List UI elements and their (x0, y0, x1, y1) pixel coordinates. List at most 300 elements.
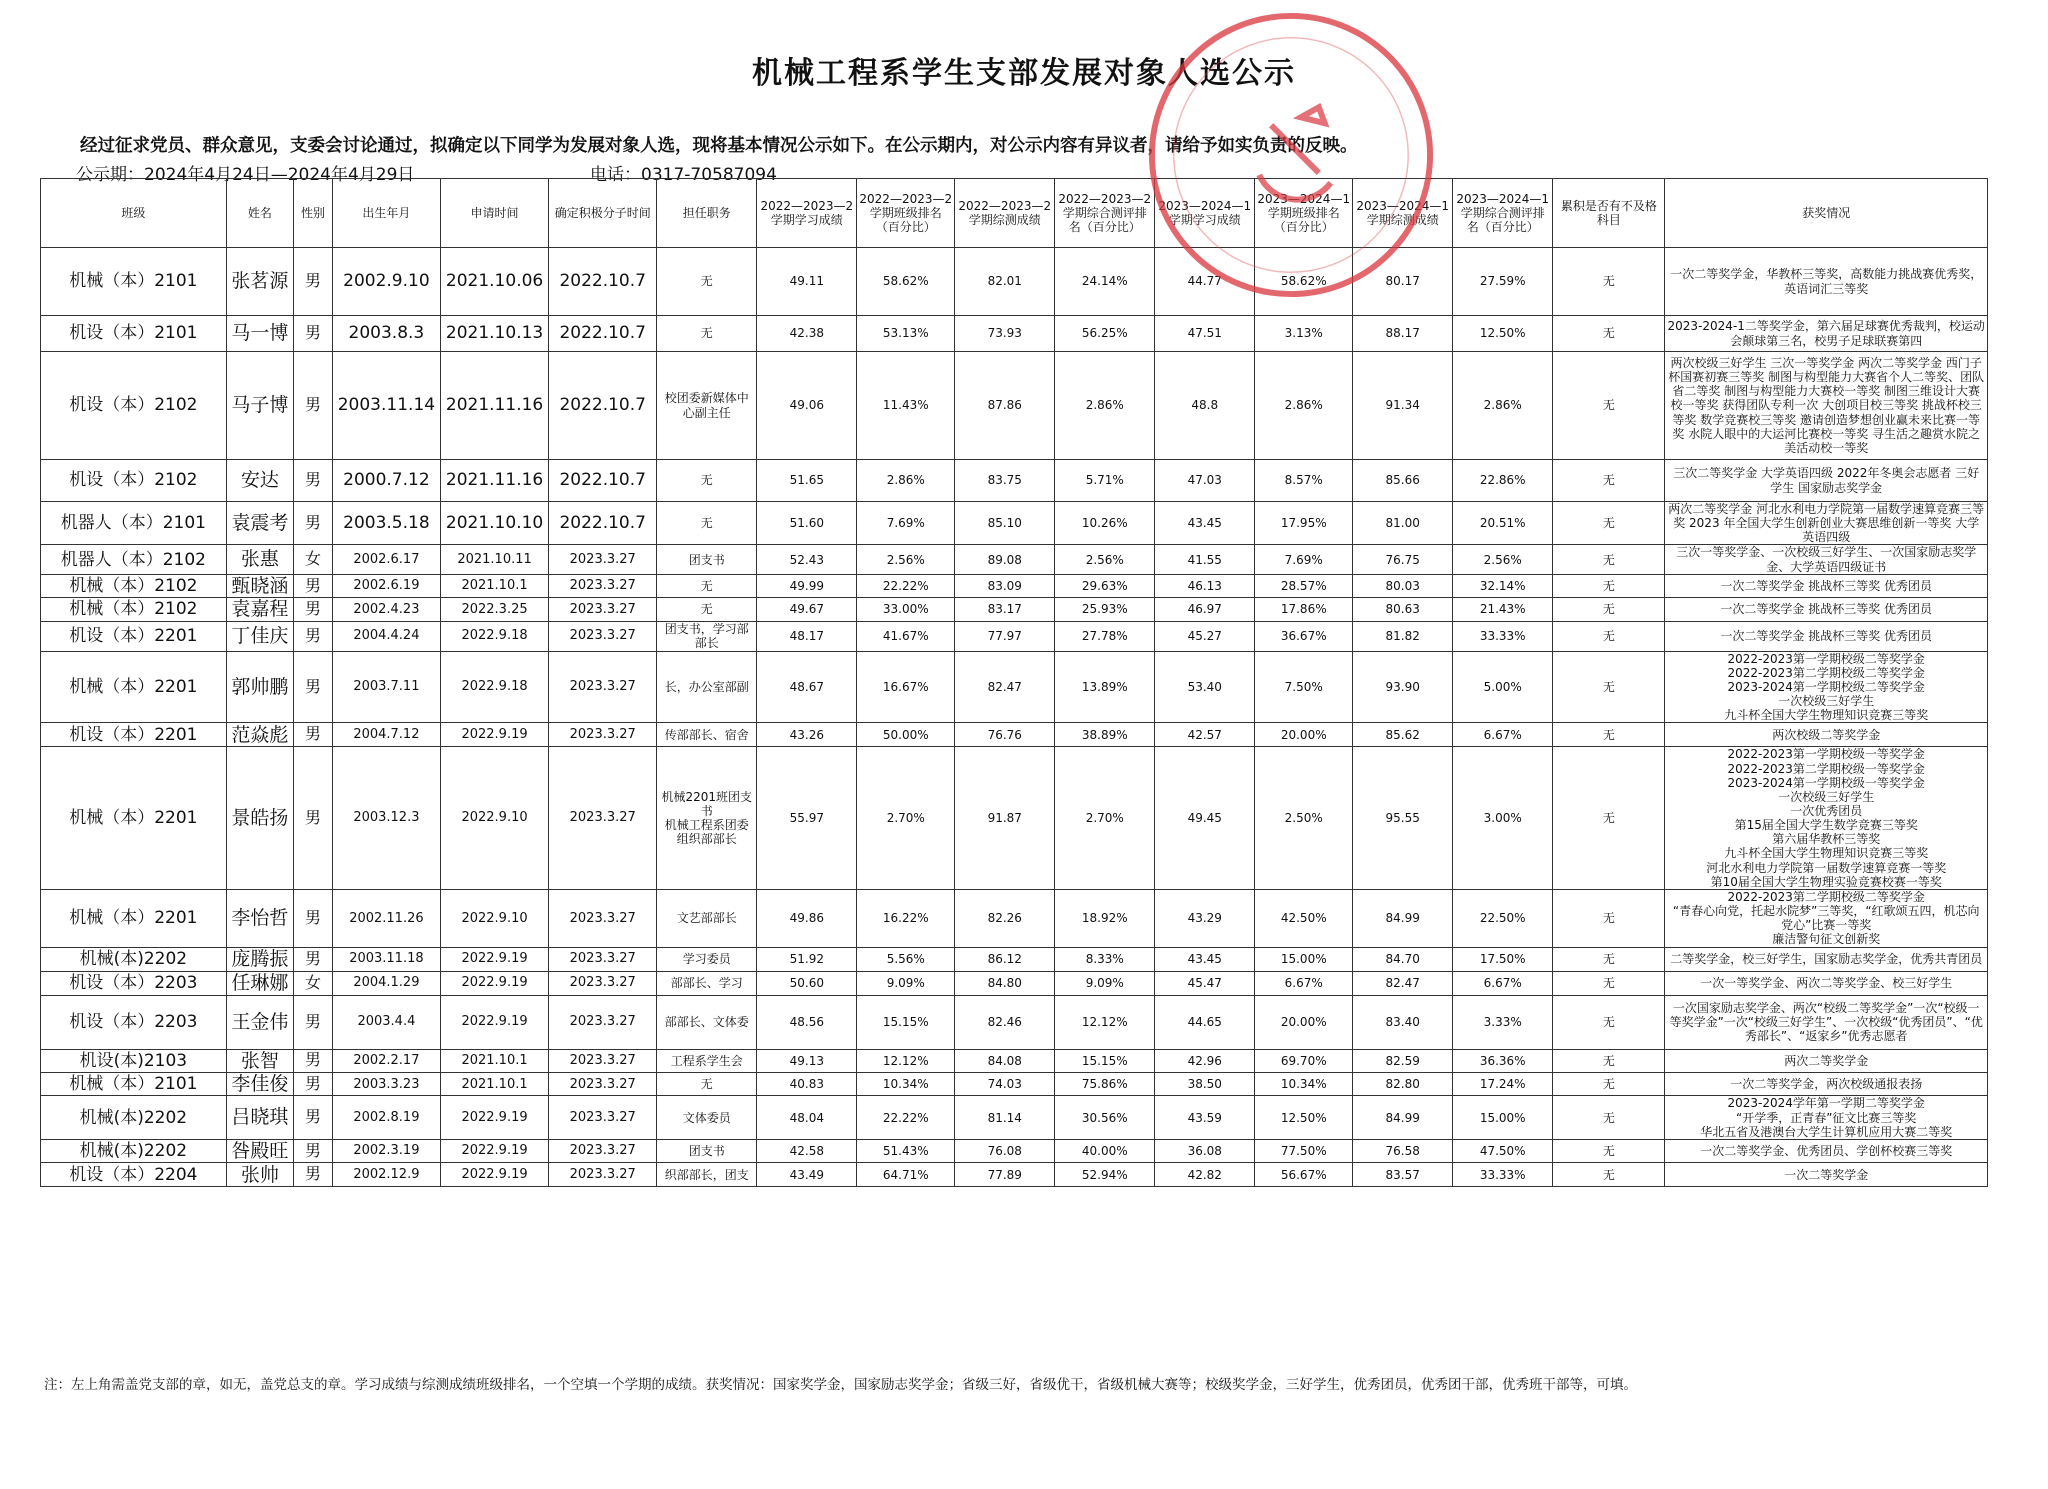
cell-study-score-2: 45.27 (1155, 621, 1255, 651)
cell-gender: 男 (294, 995, 333, 1049)
cell-apply-date: 2021.10.11 (440, 545, 548, 574)
cell-eval-rank-2: 3.00% (1453, 747, 1553, 890)
cell-eval-rank-2: 12.50% (1453, 316, 1553, 352)
cell-eval-rank-1: 25.93% (1055, 598, 1155, 621)
table-row (41, 502, 1988, 545)
cell-position: 团支书，学习部部长 (657, 621, 757, 651)
cell-class-rank-2: 6.67% (1255, 971, 1353, 995)
table-row (41, 352, 1988, 460)
cell-name: 张茗源 (226, 248, 293, 316)
cell-eval-rank-2: 17.24% (1453, 1072, 1553, 1095)
cell-class-rank-2: 8.57% (1255, 460, 1353, 502)
cell-gender: 男 (294, 1163, 333, 1187)
cell-failed-courses: 无 (1553, 889, 1665, 947)
cell-eval-score-2: 95.55 (1353, 747, 1453, 890)
cell-gender: 男 (294, 723, 333, 747)
cell-eval-rank-2: 6.67% (1453, 971, 1553, 995)
cell-awards: 2023-2024-1二等奖学金，第六届足球赛优秀裁判，校运动会颠球第三名，校男子足球联赛第四 (1665, 316, 1988, 352)
cell-eval-rank-1: 52.94% (1055, 1163, 1155, 1187)
cell-birth: 2004.4.24 (332, 621, 440, 651)
cell-position: 机械2201班团支书 机械工程系团委组织部部长 (657, 747, 757, 890)
cell-eval-score-2: 76.75 (1353, 545, 1453, 574)
cell-study-score-1: 51.65 (757, 460, 857, 502)
cell-eval-score-2: 81.82 (1353, 621, 1453, 651)
cell-apply-date: 2022.9.19 (440, 971, 548, 995)
cell-awards: 一次二等奖学金 挑战杯三等奖 优秀团员 (1665, 574, 1988, 597)
cell-class-rank-1: 12.12% (857, 1049, 955, 1072)
cell-position: 无 (657, 248, 757, 316)
cell-class: 机械（本）2201 (41, 651, 227, 723)
cell-apply-date: 2021.10.10 (440, 502, 548, 545)
cell-eval-score-2: 88.17 (1353, 316, 1453, 352)
cell-position: 无 (657, 598, 757, 621)
cell-activist-date: 2022.10.7 (549, 502, 657, 545)
cell-eval-score-1: 81.14 (955, 1096, 1055, 1139)
cell-study-score-1: 43.49 (757, 1163, 857, 1187)
cell-activist-date: 2023.3.27 (549, 947, 657, 971)
cell-eval-score-2: 85.62 (1353, 723, 1453, 747)
cell-position: 无 (657, 574, 757, 597)
cell-eval-score-2: 82.59 (1353, 1049, 1453, 1072)
cell-eval-score-2: 84.99 (1353, 1096, 1453, 1139)
contact-phone: 电话：0317-70587094 (590, 165, 777, 185)
cell-gender: 男 (294, 352, 333, 460)
cell-class: 机设（本）2102 (41, 352, 227, 460)
cell-study-score-1: 42.58 (757, 1139, 857, 1162)
cell-name: 马一博 (226, 316, 293, 352)
cell-birth: 2003.11.14 (332, 352, 440, 460)
table-row (41, 651, 1988, 723)
cell-gender: 男 (294, 747, 333, 890)
cell-apply-date: 2022.9.10 (440, 889, 548, 947)
cell-class-rank-1: 41.67% (857, 621, 955, 651)
cell-class-rank-2: 7.50% (1255, 651, 1353, 723)
cell-study-score-1: 49.86 (757, 889, 857, 947)
cell-name: 袁震考 (226, 502, 293, 545)
header-eval-rank-2: 2023—2024—1学期综合测评排名（百分比） (1453, 179, 1553, 248)
cell-class-rank-1: 16.22% (857, 889, 955, 947)
cell-failed-courses: 无 (1553, 598, 1665, 621)
cell-activist-date: 2023.3.27 (549, 971, 657, 995)
header-name: 姓名 (226, 179, 293, 248)
cell-activist-date: 2023.3.27 (549, 598, 657, 621)
cell-gender: 男 (294, 574, 333, 597)
cell-study-score-1: 48.56 (757, 995, 857, 1049)
cell-eval-score-1: 82.01 (955, 248, 1055, 316)
cell-eval-rank-2: 22.50% (1453, 889, 1553, 947)
cell-eval-score-1: 83.09 (955, 574, 1055, 597)
cell-activist-date: 2023.3.27 (549, 1072, 657, 1095)
cell-awards: 两次二等奖学金 河北水利电力学院第一届数学速算竞赛三等奖 2023 年全国大学生创新创业大赛思维创新一等奖 大学英语四级 (1665, 502, 1988, 545)
cell-birth: 2003.5.18 (332, 502, 440, 545)
cell-eval-rank-1: 2.86% (1055, 352, 1155, 460)
cell-class: 机械（本）2102 (41, 574, 227, 597)
cell-eval-score-2: 93.90 (1353, 651, 1453, 723)
cell-class-rank-2: 20.00% (1255, 723, 1353, 747)
table-row (41, 574, 1988, 597)
cell-failed-courses: 无 (1553, 723, 1665, 747)
cell-eval-rank-1: 13.89% (1055, 651, 1155, 723)
cell-study-score-1: 40.83 (757, 1072, 857, 1095)
cell-eval-score-2: 80.63 (1353, 598, 1453, 621)
cell-eval-score-1: 77.89 (955, 1163, 1055, 1187)
cell-class-rank-1: 22.22% (857, 574, 955, 597)
cell-birth: 2003.4.4 (332, 995, 440, 1049)
cell-apply-date: 2021.10.1 (440, 1072, 548, 1095)
cell-birth: 2002.9.10 (332, 248, 440, 316)
cell-position: 文体委员 (657, 1096, 757, 1139)
cell-study-score-1: 49.06 (757, 352, 857, 460)
cell-class-rank-1: 22.22% (857, 1096, 955, 1139)
cell-class-rank-1: 7.69% (857, 502, 955, 545)
cell-apply-date: 2022.9.19 (440, 947, 548, 971)
cell-class-rank-1: 53.13% (857, 316, 955, 352)
cell-class: 机械（本）2101 (41, 248, 227, 316)
cell-failed-courses: 无 (1553, 1096, 1665, 1139)
cell-name: 张惠 (226, 545, 293, 574)
cell-position: 工程系学生会 (657, 1049, 757, 1072)
cell-awards: 一次二等奖学金 挑战杯三等奖 优秀团员 (1665, 621, 1988, 651)
table-row (41, 1072, 1988, 1095)
table-row (41, 460, 1988, 502)
cell-birth: 2002.12.9 (332, 1163, 440, 1187)
cell-activist-date: 2022.10.7 (549, 316, 657, 352)
table-row (41, 723, 1988, 747)
cell-awards: 2022-2023第二学期校级二等奖学金 “青春心向党，托起水院梦”三等奖，“红歌颂五四，机芯向党心”比赛一等奖 廉洁警句征文创新奖 (1665, 889, 1988, 947)
cell-failed-courses: 无 (1553, 1072, 1665, 1095)
cell-apply-date: 2022.9.19 (440, 995, 548, 1049)
cell-eval-score-2: 80.03 (1353, 574, 1453, 597)
cell-study-score-2: 43.45 (1155, 947, 1255, 971)
cell-class-rank-2: 17.95% (1255, 502, 1353, 545)
cell-study-score-1: 49.67 (757, 598, 857, 621)
cell-eval-rank-1: 8.33% (1055, 947, 1155, 971)
cell-awards: 两次校级二等奖学金 (1665, 723, 1988, 747)
cell-apply-date: 2022.9.19 (440, 1139, 548, 1162)
cell-eval-rank-1: 27.78% (1055, 621, 1155, 651)
cell-class: 机械(本)2202 (41, 947, 227, 971)
cell-eval-score-2: 85.66 (1353, 460, 1453, 502)
cell-awards: 一次二等奖学金，华教杯三等奖，高数能力挑战赛优秀奖，英语词汇三等奖 (1665, 248, 1988, 316)
cell-study-score-1: 49.13 (757, 1049, 857, 1072)
cell-eval-score-2: 83.40 (1353, 995, 1453, 1049)
cell-class-rank-1: 58.62% (857, 248, 955, 316)
cell-eval-score-1: 86.12 (955, 947, 1055, 971)
cell-eval-rank-2: 2.56% (1453, 545, 1553, 574)
cell-study-score-2: 43.45 (1155, 502, 1255, 545)
cell-gender: 男 (294, 947, 333, 971)
cell-class: 机设（本）2102 (41, 460, 227, 502)
cell-name: 张帅 (226, 1163, 293, 1187)
cell-activist-date: 2023.3.27 (549, 747, 657, 890)
cell-study-score-2: 47.03 (1155, 460, 1255, 502)
cell-apply-date: 2022.3.25 (440, 598, 548, 621)
cell-gender: 男 (294, 1049, 333, 1072)
cell-position: 团支书 (657, 545, 757, 574)
cell-name: 王金伟 (226, 995, 293, 1049)
cell-name: 咎殿旺 (226, 1139, 293, 1162)
header-apply-date: 申请时间 (440, 179, 548, 248)
cell-activist-date: 2022.10.7 (549, 248, 657, 316)
cell-name: 景皓扬 (226, 747, 293, 890)
header-eval-rank-1: 2022—2023—2学期综合测评排名（百分比） (1055, 179, 1155, 248)
cell-failed-courses: 无 (1553, 995, 1665, 1049)
cell-class-rank-1: 2.56% (857, 545, 955, 574)
cell-position: 学习委员 (657, 947, 757, 971)
cell-eval-rank-1: 56.25% (1055, 316, 1155, 352)
cell-eval-score-1: 76.76 (955, 723, 1055, 747)
cell-class: 机设（本）2203 (41, 995, 227, 1049)
cell-position: 部部长、学习 (657, 971, 757, 995)
cell-gender: 男 (294, 248, 333, 316)
cell-awards: 两次二等奖学金 (1665, 1049, 1988, 1072)
seal-emblem (1259, 107, 1331, 199)
cell-gender: 男 (294, 1096, 333, 1139)
header-awards: 获奖情况 (1665, 179, 1988, 248)
cell-activist-date: 2022.10.7 (549, 460, 657, 502)
cell-awards: 两次校级三好学生 三次一等奖学金 两次二等奖学金 西门子杯国赛初赛三等奖 制图与构型能力大赛省个人二等奖、团队省二等奖 制图与构型能力大赛校一等奖 制图三维设计大赛校一等奖 获得团队专利一次 大创项目校三等奖 挑战杯校三等奖 数学竞赛校三等奖 邀请创造梦想创业赢未来比赛一等奖 水院人眼中的大运河比赛校一等奖 寻生活之趣赏水院之美活动校一等奖 (1665, 352, 1988, 460)
cell-class: 机械（本）2101 (41, 1072, 227, 1095)
cell-name: 张智 (226, 1049, 293, 1072)
cell-study-score-1: 49.11 (757, 248, 857, 316)
cell-class: 机设（本）2204 (41, 1163, 227, 1187)
cell-awards: 一次一等奖学金、两次二等奖学金、校三好学生 (1665, 971, 1988, 995)
table-row (41, 621, 1988, 651)
cell-class-rank-2: 7.69% (1255, 545, 1353, 574)
cell-birth: 2000.7.12 (332, 460, 440, 502)
cell-class-rank-1: 2.86% (857, 460, 955, 502)
cell-class-rank-2: 2.50% (1255, 747, 1353, 890)
cell-eval-rank-2: 21.43% (1453, 598, 1553, 621)
cell-study-score-2: 44.77 (1155, 248, 1255, 316)
cell-eval-rank-1: 12.12% (1055, 995, 1155, 1049)
cell-name: 庞腾振 (226, 947, 293, 971)
page-title: 机械工程系学生支部发展对象人选公示 (752, 56, 1296, 91)
cell-study-score-2: 53.40 (1155, 651, 1255, 723)
cell-failed-courses: 无 (1553, 1049, 1665, 1072)
cell-failed-courses: 无 (1553, 1163, 1665, 1187)
cell-class: 机械（本）2201 (41, 747, 227, 890)
cell-birth: 2002.6.17 (332, 545, 440, 574)
cell-eval-score-1: 87.86 (955, 352, 1055, 460)
cell-eval-score-1: 84.80 (955, 971, 1055, 995)
cell-activist-date: 2023.3.27 (549, 723, 657, 747)
cell-failed-courses: 无 (1553, 971, 1665, 995)
cell-eval-score-1: 74.03 (955, 1072, 1055, 1095)
cell-position: 无 (657, 460, 757, 502)
cell-study-score-1: 52.43 (757, 545, 857, 574)
header-study-score-2: 2023—2024—1学期学习成绩 (1155, 179, 1255, 248)
cell-gender: 男 (294, 460, 333, 502)
cell-activist-date: 2023.3.27 (549, 1163, 657, 1187)
table-row (41, 947, 1988, 971)
header-activist-date: 确定积极分子时间 (549, 179, 657, 248)
cell-study-score-2: 43.29 (1155, 889, 1255, 947)
cell-awards: 一次国家励志奖学金、两次“校级二等奖学金”一次“校级一等奖学金”一次“校级三好学生”、一次校级“优秀团员”、“优秀部长”、“返家乡”优秀志愿者 (1665, 995, 1988, 1049)
cell-awards: 一次二等奖学金、优秀团员、学创杯校赛三等奖 (1665, 1139, 1988, 1162)
cell-class-rank-1: 2.70% (857, 747, 955, 890)
candidates-table (40, 178, 1988, 1187)
cell-class: 机设（本）2201 (41, 621, 227, 651)
cell-eval-rank-2: 6.67% (1453, 723, 1553, 747)
cell-gender: 男 (294, 502, 333, 545)
cell-failed-courses: 无 (1553, 460, 1665, 502)
party-branch-seal (1142, 6, 1440, 304)
table-row (41, 747, 1988, 890)
cell-failed-courses: 无 (1553, 352, 1665, 460)
cell-name: 甄晓涵 (226, 574, 293, 597)
cell-activist-date: 2023.3.27 (549, 995, 657, 1049)
cell-eval-score-1: 82.46 (955, 995, 1055, 1049)
cell-birth: 2003.8.3 (332, 316, 440, 352)
cell-name: 吕晓琪 (226, 1096, 293, 1139)
cell-birth: 2002.6.19 (332, 574, 440, 597)
cell-eval-score-1: 73.93 (955, 316, 1055, 352)
cell-apply-date: 2022.9.10 (440, 747, 548, 890)
cell-gender: 男 (294, 316, 333, 352)
cell-study-score-2: 46.13 (1155, 574, 1255, 597)
table-header-row (41, 179, 1988, 248)
cell-class-rank-1: 9.09% (857, 971, 955, 995)
cell-position: 无 (657, 1072, 757, 1095)
cell-activist-date: 2023.3.27 (549, 1049, 657, 1072)
cell-apply-date: 2021.11.16 (440, 352, 548, 460)
cell-failed-courses: 无 (1553, 651, 1665, 723)
cell-eval-rank-1: 29.63% (1055, 574, 1155, 597)
cell-class-rank-2: 28.57% (1255, 574, 1353, 597)
cell-class-rank-1: 5.56% (857, 947, 955, 971)
cell-eval-rank-2: 15.00% (1453, 1096, 1553, 1139)
cell-class-rank-2: 15.00% (1255, 947, 1353, 971)
cell-gender: 男 (294, 651, 333, 723)
cell-eval-rank-2: 32.14% (1453, 574, 1553, 597)
cell-study-score-1: 51.60 (757, 502, 857, 545)
cell-class-rank-2: 42.50% (1255, 889, 1353, 947)
cell-class-rank-1: 11.43% (857, 352, 955, 460)
cell-eval-rank-1: 5.71% (1055, 460, 1155, 502)
cell-study-score-2: 42.82 (1155, 1163, 1255, 1187)
cell-activist-date: 2023.3.27 (549, 621, 657, 651)
cell-position: 织部部长，团支 (657, 1163, 757, 1187)
cell-apply-date: 2021.10.1 (440, 1049, 548, 1072)
cell-eval-score-1: 83.75 (955, 460, 1055, 502)
intro-text: 经过征求党员、群众意见，支委会讨论通过，拟确定以下同学为发展对象人选，现将基本情况公示如下。在公示期内，对公示内容有异议者，请给予如实负责的反映。 (80, 136, 1358, 156)
cell-study-score-1: 42.38 (757, 316, 857, 352)
cell-study-score-2: 49.45 (1155, 747, 1255, 890)
cell-birth: 2004.1.29 (332, 971, 440, 995)
table-row (41, 889, 1988, 947)
cell-eval-score-1: 89.08 (955, 545, 1055, 574)
cell-eval-rank-1: 2.70% (1055, 747, 1155, 890)
cell-study-score-2: 43.59 (1155, 1096, 1255, 1139)
footnote: 注：左上角需盖党支部的章，如无，盖党总支的章。学习成绩与综测成绩班级排名，一个空填一个学期的成绩。获奖情况：国家奖学金，国家励志奖学金；省级三好，省级优干，省级机械大赛等；校级奖学金，三好学生，优秀团员，优秀团干部，优秀班干部等，可填。 (44, 1377, 1637, 1393)
cell-failed-courses: 无 (1553, 621, 1665, 651)
cell-failed-courses: 无 (1553, 747, 1665, 890)
cell-class-rank-2: 12.50% (1255, 1096, 1353, 1139)
cell-class-rank-2: 58.62% (1255, 248, 1353, 316)
cell-study-score-1: 48.67 (757, 651, 857, 723)
cell-failed-courses: 无 (1553, 545, 1665, 574)
cell-awards: 一次二等奖学金 挑战杯三等奖 优秀团员 (1665, 598, 1988, 621)
cell-class-rank-1: 15.15% (857, 995, 955, 1049)
cell-study-score-1: 48.17 (757, 621, 857, 651)
cell-eval-rank-1: 15.15% (1055, 1049, 1155, 1072)
cell-awards: 三次一等奖学金、一次校级三好学生、一次国家励志奖学金、大学英语四级证书 (1665, 545, 1988, 574)
cell-birth: 2002.8.19 (332, 1096, 440, 1139)
cell-class-rank-1: 33.00% (857, 598, 955, 621)
cell-name: 袁嘉程 (226, 598, 293, 621)
cell-eval-score-1: 82.26 (955, 889, 1055, 947)
cell-birth: 2002.3.19 (332, 1139, 440, 1162)
cell-study-score-2: 46.97 (1155, 598, 1255, 621)
cell-apply-date: 2021.11.16 (440, 460, 548, 502)
cell-birth: 2004.7.12 (332, 723, 440, 747)
cell-apply-date: 2022.9.18 (440, 651, 548, 723)
cell-eval-rank-1: 2.56% (1055, 545, 1155, 574)
cell-eval-rank-2: 20.51% (1453, 502, 1553, 545)
cell-awards: 一次二等奖学金 (1665, 1163, 1988, 1187)
cell-class: 机设（本）2201 (41, 723, 227, 747)
cell-gender: 男 (294, 621, 333, 651)
cell-class-rank-2: 2.86% (1255, 352, 1353, 460)
cell-eval-score-1: 83.17 (955, 598, 1055, 621)
cell-eval-rank-2: 33.33% (1453, 1163, 1553, 1187)
cell-study-score-2: 41.55 (1155, 545, 1255, 574)
cell-study-score-2: 44.65 (1155, 995, 1255, 1049)
cell-position: 部部长、文体委 (657, 995, 757, 1049)
cell-awards: 三次二等奖学金 大学英语四级 2022年冬奥会志愿者 三好学生 国家励志奖学金 (1665, 460, 1988, 502)
cell-class-rank-2: 77.50% (1255, 1139, 1353, 1162)
header-eval-score-1: 2022—2023—2学期综测成绩 (955, 179, 1055, 248)
cell-birth: 2002.11.26 (332, 889, 440, 947)
cell-gender: 男 (294, 889, 333, 947)
cell-eval-score-2: 91.34 (1353, 352, 1453, 460)
cell-study-score-2: 45.47 (1155, 971, 1255, 995)
cell-study-score-1: 51.92 (757, 947, 857, 971)
cell-eval-score-2: 81.00 (1353, 502, 1453, 545)
cell-apply-date: 2021.10.13 (440, 316, 548, 352)
header-class: 班级 (41, 179, 227, 248)
cell-class-rank-2: 10.34% (1255, 1072, 1353, 1095)
cell-eval-rank-2: 22.86% (1453, 460, 1553, 502)
table-row (41, 1049, 1988, 1072)
cell-apply-date: 2022.9.19 (440, 723, 548, 747)
cell-class: 机械（本）2102 (41, 598, 227, 621)
cell-position: 传部部长、宿舍 (657, 723, 757, 747)
table-row (41, 995, 1988, 1049)
cell-study-score-2: 42.57 (1155, 723, 1255, 747)
cell-position: 无 (657, 502, 757, 545)
cell-name: 郭帅鹏 (226, 651, 293, 723)
cell-activist-date: 2023.3.27 (549, 651, 657, 723)
table-row (41, 1096, 1988, 1139)
cell-birth: 2003.11.18 (332, 947, 440, 971)
cell-failed-courses: 无 (1553, 316, 1665, 352)
cell-apply-date: 2021.10.06 (440, 248, 548, 316)
cell-class-rank-2: 17.86% (1255, 598, 1353, 621)
cell-study-score-2: 47.51 (1155, 316, 1255, 352)
cell-class: 机械(本)2202 (41, 1096, 227, 1139)
cell-gender: 女 (294, 545, 333, 574)
cell-eval-rank-2: 27.59% (1453, 248, 1553, 316)
cell-eval-score-2: 83.57 (1353, 1163, 1453, 1187)
cell-eval-score-1: 91.87 (955, 747, 1055, 890)
cell-study-score-2: 38.50 (1155, 1072, 1255, 1095)
header-class-rank-2: 2023—2024—1学期班级排名（百分比） (1255, 179, 1353, 248)
cell-class: 机设（本）2203 (41, 971, 227, 995)
cell-eval-rank-2: 36.36% (1453, 1049, 1553, 1072)
table-row (41, 248, 1988, 316)
